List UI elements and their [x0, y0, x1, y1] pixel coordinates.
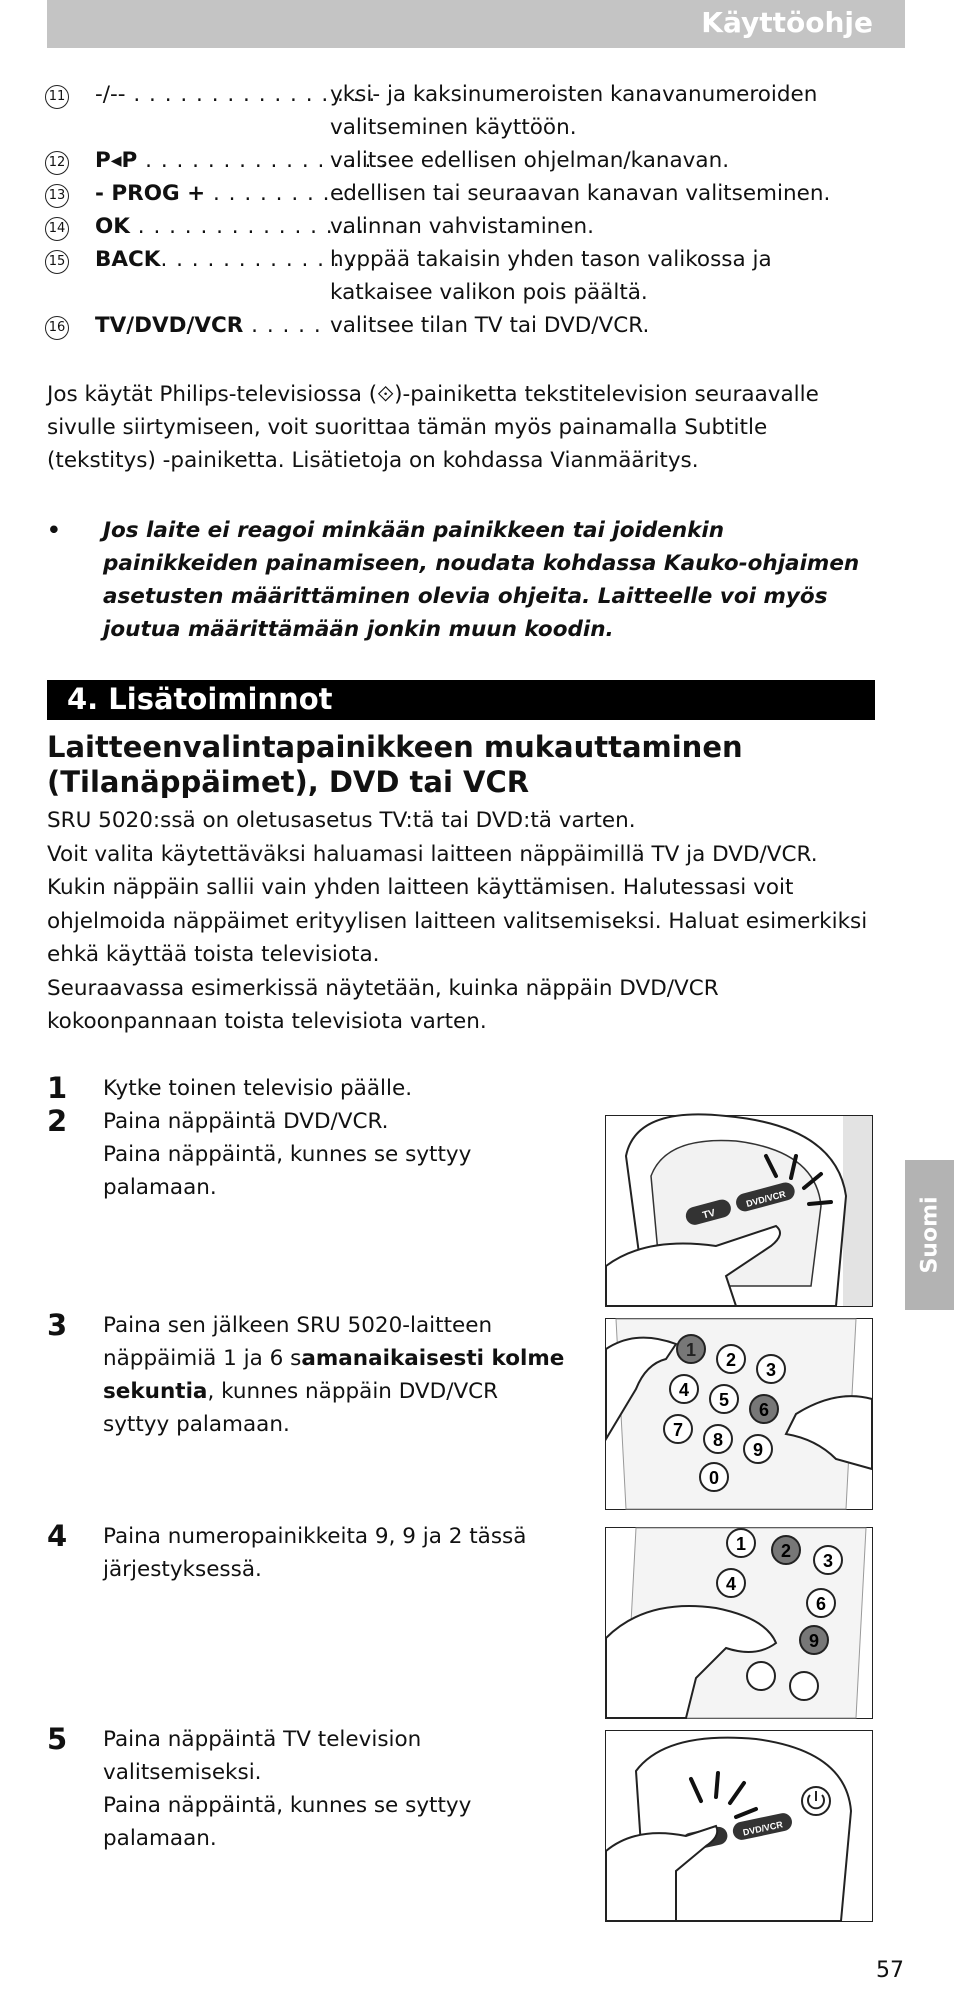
item-number-badge: 13	[45, 177, 95, 210]
svg-text:2: 2	[725, 1350, 737, 1370]
header-title: Käyttöohje	[701, 6, 873, 39]
svg-text:3: 3	[765, 1360, 777, 1380]
remote-illustration-keys-1-6	[605, 1318, 873, 1510]
step-number: 1	[47, 1071, 68, 1105]
key-description: hyppää takaisin yhden tason valikossa ja katkaisee valikon pois päältä.	[330, 247, 772, 305]
step-text: Paina näppäintä DVD/VCR.	[103, 1109, 389, 1134]
step-number: 5	[47, 1722, 68, 1756]
key-description: valinnan vahvistaminen.	[330, 214, 594, 239]
section-header	[47, 680, 875, 720]
key-name: P◂P . . . . . . . . . . . . . . . .	[95, 148, 389, 173]
key-name: BACK. . . . . . . . . . . . .	[95, 247, 357, 272]
svg-text:DVD/VCR: DVD/VCR	[741, 1819, 784, 1838]
list-item	[45, 210, 875, 243]
svg-text:7: 7	[672, 1420, 684, 1440]
intro-line: Seuraavassa esimerkissä näytetään, kuinka näppäin DVD/VCR kokoonpannaan toista televisiota varten.	[47, 975, 719, 1034]
warning-text: Jos laite ei reagoi minkään painikkeen tai joidenkin painikkeiden painamiseen, noudata kohdassa Kauko-ohjaimen asetusten määrittäminen olevia ohjeita. Laitteelle voi myös joutua määrittämään jonkin muun koodin.	[103, 518, 860, 642]
intro-line: Voit valita käytettäväksi haluamasi laitteen näppäimillä TV ja DVD/VCR. Kukin näppäin sallii vain yhden laitteen käyttämisen. Halutessasi voit ohjelmoida näppäimet erityylisen laitteen valitsemiseksi. Haluat esimerkiksi ehkä käyttää toista televisiota.	[47, 841, 868, 967]
step-text: Paina näppäintä, kunnes se syttyy palamaan.	[103, 1142, 472, 1200]
step-number: 4	[47, 1519, 68, 1553]
key-name: - PROG + . . . . . . . . .	[95, 181, 347, 206]
key-description: valitsee edellisen ohjelman/kanavan.	[330, 148, 730, 173]
svg-text:TV: TV	[701, 1207, 717, 1222]
step-5	[47, 1723, 567, 1855]
step-text: Paina numeropainikkeita 9, 9 ja 2 tässä järjestyksessä.	[103, 1524, 527, 1582]
key-description: yksi- ja kaksinumeroisten kanavanumeroiden valitseminen käyttöön.	[330, 82, 818, 140]
step-number: 3	[47, 1308, 68, 1342]
svg-text:9: 9	[808, 1631, 820, 1651]
list-item	[45, 309, 875, 342]
svg-text:6: 6	[815, 1594, 827, 1614]
language-side-tab	[905, 1160, 954, 1310]
step-text: Paina näppäintä, kunnes se syttyy palamaan.	[103, 1793, 472, 1851]
svg-text:0: 0	[708, 1468, 720, 1488]
remote-illustration-tv	[605, 1730, 873, 1922]
remote-illustration-dvdvcr	[605, 1115, 873, 1307]
step-2	[47, 1105, 567, 1204]
step-text: Paina näppäintä TV television valitsemiseksi.	[103, 1727, 422, 1785]
svg-text:5: 5	[718, 1390, 730, 1410]
section-title: 4. Lisätoiminnot	[67, 682, 333, 716]
step-3	[47, 1309, 567, 1441]
list-item	[45, 78, 875, 144]
svg-text:2: 2	[780, 1541, 792, 1561]
svg-text:8: 8	[712, 1430, 724, 1450]
key-description: edellisen tai seuraavan kanavan valitseminen.	[330, 181, 831, 206]
item-number-badge: 15	[45, 243, 95, 276]
item-number-badge: 14	[45, 210, 95, 243]
header-bar	[47, 0, 905, 48]
item-number-badge: 11	[45, 78, 95, 111]
svg-text:4: 4	[725, 1574, 737, 1594]
intro-text	[47, 804, 877, 1039]
list-item	[45, 144, 875, 177]
button-description-list	[45, 78, 875, 342]
philips-note: Jos käytät Philips-televisiossa (⟐)-painiketta tekstitelevision seuraavalle sivulle siirtymiseen, voit suorittaa tämän myös painamalla Subtitle (tekstitys) -painiketta. Lisätietoja on kohdassa Vianmääritys.	[47, 382, 819, 473]
key-description: valitsee tilan TV tai DVD/VCR.	[330, 313, 650, 338]
page-number: 57	[876, 1958, 904, 1983]
intro-line: SRU 5020:ssä on oletusasetus TV:tä tai DVD:tä varten.	[47, 808, 636, 833]
item-number-badge: 16	[45, 309, 95, 342]
key-name: -/-- . . . . . . . . . . . . . . . .	[95, 82, 377, 107]
step-4	[47, 1520, 567, 1586]
key-name: TV/DVD/VCR . . . . .	[95, 313, 322, 338]
list-item	[45, 243, 875, 309]
item-number-badge: 12	[45, 144, 95, 177]
svg-text:3: 3	[822, 1551, 834, 1571]
warning-note	[47, 514, 877, 646]
step-1	[47, 1072, 567, 1105]
list-item	[45, 177, 875, 210]
svg-text:1: 1	[735, 1534, 747, 1554]
step-text: Paina sen jälkeen SRU 5020-laitteen näppäimiä 1 ja 6 samanaikaisesti kolme sekuntia, kunnes näppäin DVD/VCR syttyy palamaan.	[103, 1313, 565, 1437]
svg-text:9: 9	[752, 1440, 764, 1460]
svg-text:DVD/VCR: DVD/VCR	[745, 1188, 787, 1209]
key-name: OK . . . . . . . . . . . . . . .	[95, 214, 365, 239]
step-number: 2	[47, 1104, 68, 1138]
bullet-icon: •	[47, 518, 61, 543]
svg-text:4: 4	[678, 1380, 690, 1400]
language-label: Suomi	[917, 1196, 942, 1274]
svg-text:1: 1	[685, 1340, 697, 1360]
remote-illustration-numeric-keys	[605, 1527, 873, 1719]
svg-text:6: 6	[758, 1400, 770, 1420]
step-text: Kytke toinen televisio päälle.	[103, 1076, 413, 1101]
subsection-title: Laitteenvalintapainikkeen mukauttaminen (Tilanäppäimet), DVD tai VCR	[47, 730, 743, 799]
